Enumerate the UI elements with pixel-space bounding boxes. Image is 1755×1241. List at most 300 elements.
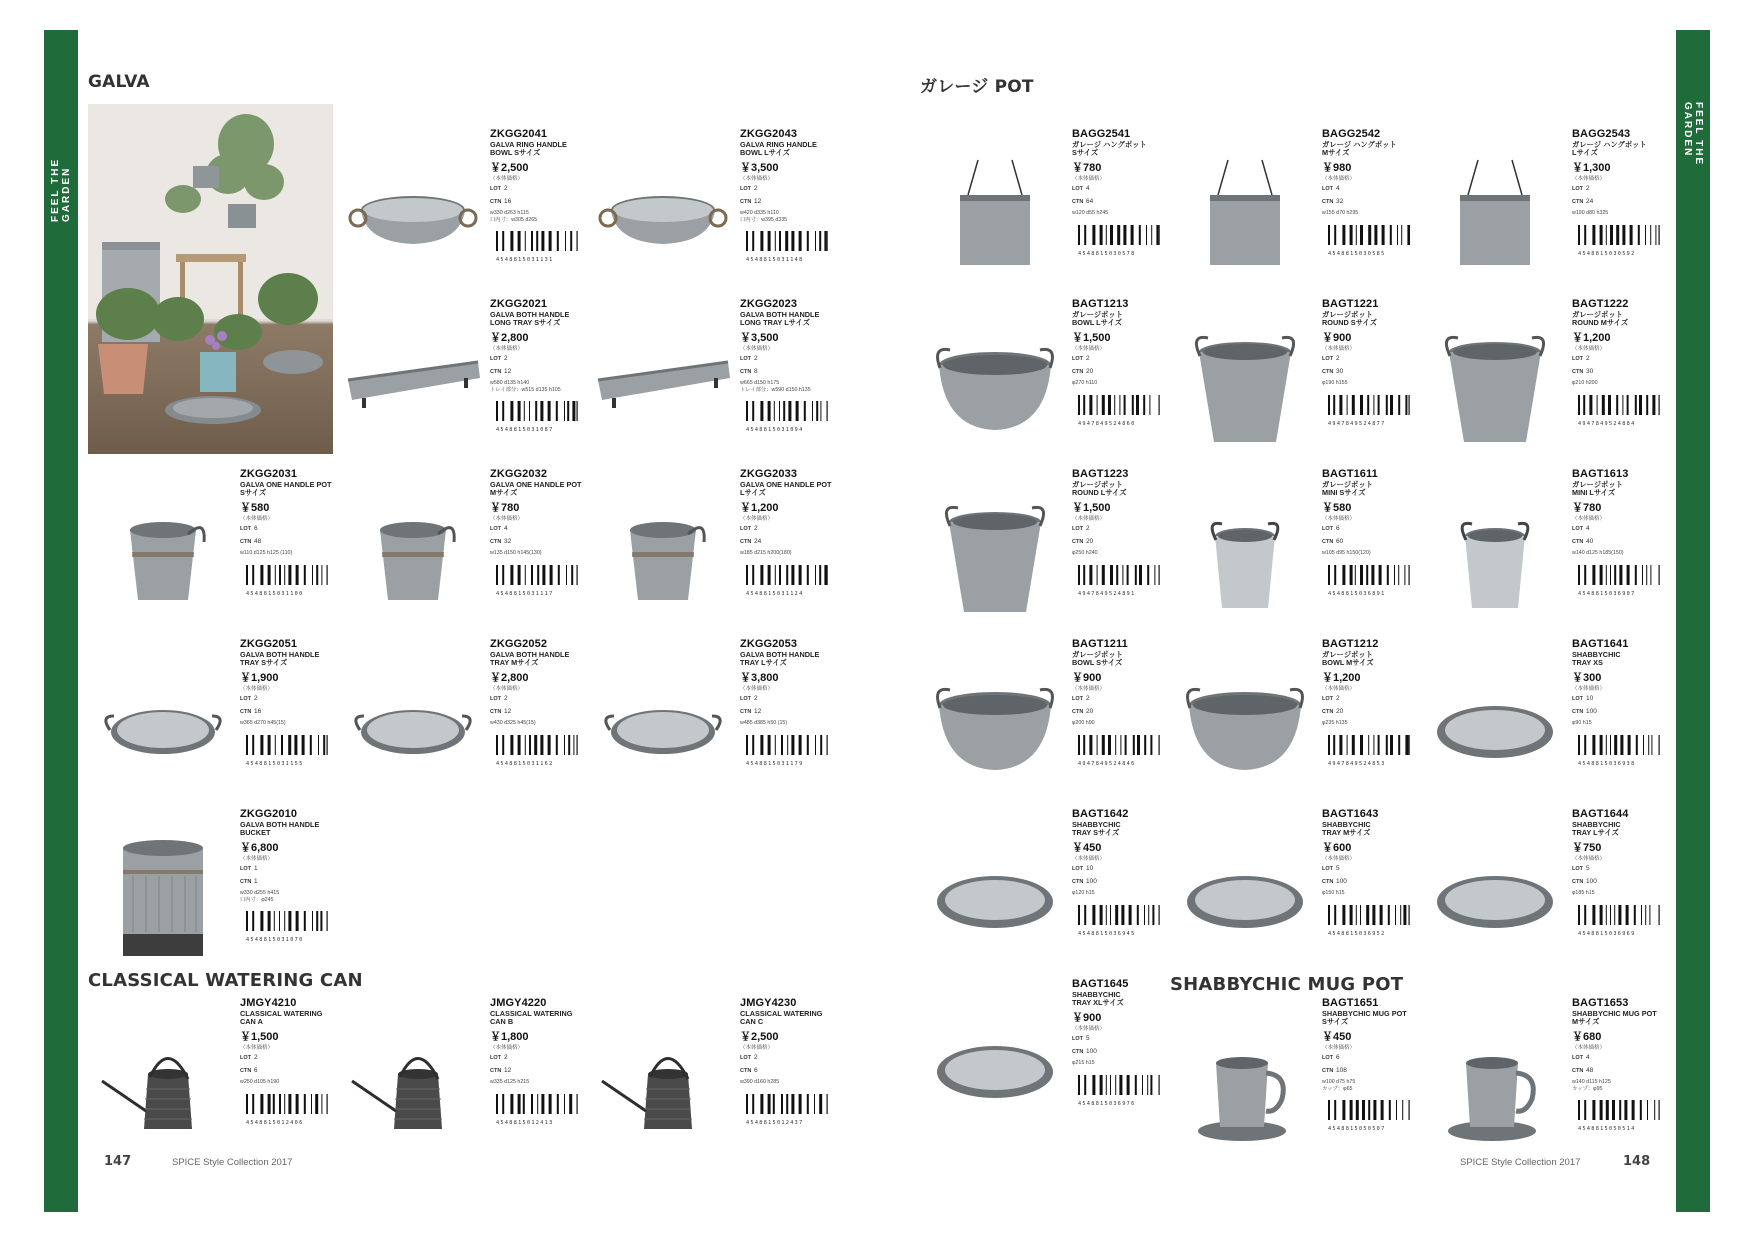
barcode-number: 4548815036952: [1328, 930, 1386, 937]
lot-label: LOT: [490, 186, 501, 192]
product-dimensions: w110 d125 h125 (110): [240, 550, 293, 556]
product-card: [588, 468, 838, 638]
shallow-tray-icon: [1420, 808, 1570, 978]
product-code: BAGT1611: [1322, 468, 1378, 480]
ctn-label: CTN: [240, 538, 252, 545]
barcode: [1328, 735, 1410, 767]
product-price: ￥780: [1572, 502, 1602, 514]
lot-label: LOT: [1322, 186, 1333, 192]
product-code: JMGY4210: [240, 997, 297, 1009]
ctn-label: CTN: [240, 1067, 252, 1074]
product-info: [1322, 638, 1422, 767]
ctn-label: CTN: [1572, 538, 1584, 545]
product-card: [1170, 298, 1420, 468]
barcode-number: 4548815031155: [246, 760, 304, 767]
product-info: [240, 808, 340, 943]
product-price: ￥900: [1072, 1012, 1102, 1024]
product-info: [740, 298, 840, 433]
tax-note: （本体価格）: [490, 686, 524, 692]
round-tray-icon: [338, 638, 488, 808]
lot-label: LOT: [1572, 696, 1583, 702]
ctn-value: 60: [1336, 537, 1344, 545]
barcode-number: 4947849524877: [1328, 420, 1386, 427]
product-name: GALVA BOTH HANDLE LONG TRAY Lサイズ: [740, 310, 820, 327]
product-card: [1170, 808, 1420, 978]
product-info: [1572, 808, 1672, 937]
product-price: ￥300: [1572, 672, 1602, 684]
lot-value: 10: [1586, 695, 1594, 702]
product-name: GALVA RING HANDLE BOWL Lサイズ: [740, 140, 817, 157]
hanging-pot-icon: [1170, 128, 1320, 298]
mini-pot-icon: [1170, 468, 1320, 638]
tax-note: （本体価格）: [1572, 1045, 1606, 1051]
lot-label: LOT: [1072, 186, 1083, 192]
product-price: ￥450: [1322, 1031, 1352, 1043]
product-name: ガレージ ハングポット Lサイズ: [1572, 140, 1647, 157]
lot-label: LOT: [740, 1055, 751, 1061]
product-code: ZKGG2033: [740, 468, 798, 480]
lot-value: 4: [1586, 525, 1590, 532]
tax-note: （本体価格）: [490, 346, 524, 352]
lot-row: [490, 693, 590, 706]
lot-value: 2: [254, 1054, 258, 1061]
ctn-value: 6: [254, 1066, 258, 1074]
product-code: BAGT1641: [1572, 638, 1629, 650]
ctn-label: CTN: [1572, 708, 1584, 715]
ctn-value: 108: [1336, 1066, 1347, 1074]
product-card: [338, 128, 588, 298]
product-info: [740, 997, 840, 1126]
ctn-row: [240, 536, 340, 549]
lot-label: LOT: [490, 526, 501, 532]
ctn-value: 48: [1586, 1066, 1594, 1074]
product-code: ZKGG2053: [740, 638, 798, 650]
lot-row: [1322, 183, 1422, 196]
lot-value: 10: [1086, 865, 1094, 872]
round-pot-icon: [1170, 298, 1320, 468]
shallow-tray-icon: [1170, 808, 1320, 978]
ctn-value: 20: [1086, 707, 1094, 715]
product-card: [338, 638, 588, 808]
product-name: GALVA BOTH HANDLE BUCKET: [240, 820, 320, 837]
tax-note: （本体価格）: [740, 1045, 774, 1051]
lot-value: 5: [1336, 865, 1340, 872]
lot-row: [1322, 693, 1422, 706]
product-card: [920, 128, 1170, 298]
product-price: ￥980: [1322, 162, 1352, 174]
barcode: [246, 735, 328, 767]
lot-row: [740, 523, 840, 536]
lot-label: LOT: [1322, 526, 1333, 532]
side-label-right: FEEL THE GARDEN: [1682, 102, 1704, 167]
lot-row: [1072, 863, 1172, 876]
lot-label: LOT: [1572, 186, 1583, 192]
lot-value: 2: [504, 695, 508, 702]
barcode-number: 4548815031131: [496, 257, 554, 263]
product-code: ZKGG2021: [490, 298, 548, 310]
product-dimensions: w155 d70 h295: [1322, 210, 1359, 216]
lot-label: LOT: [740, 696, 751, 702]
ctn-value: 24: [1586, 197, 1594, 205]
ctn-label: CTN: [1572, 1067, 1584, 1074]
product-info: [1572, 298, 1672, 427]
barcode-number: 4548815036976: [1078, 1100, 1136, 1107]
product-info: [1572, 997, 1672, 1132]
barcode: [746, 1094, 828, 1126]
product-dimensions: φ215 h15: [1072, 1060, 1095, 1066]
product-card: [588, 638, 838, 808]
product-card: [1420, 298, 1670, 468]
ctn-row: [490, 366, 590, 379]
lot-value: 2: [1086, 355, 1090, 362]
barcode-number: 4548815036938: [1578, 760, 1636, 767]
product-code: JMGY4220: [490, 997, 547, 1009]
ctn-value: 32: [1336, 197, 1344, 205]
ctn-label: CTN: [1072, 1048, 1084, 1055]
barcode: [496, 735, 578, 767]
product-info: [1572, 468, 1672, 597]
ctn-row: [1072, 1046, 1172, 1059]
barcode-number: 4947849524891: [1078, 590, 1136, 597]
product-name: SHABBYCHIC TRAY Mサイズ: [1322, 820, 1371, 837]
bucket-pot-icon: [338, 468, 488, 638]
barcode-number: 4548815036891: [1328, 590, 1386, 597]
product-code: BAGT1613: [1572, 468, 1629, 480]
product-info: [1072, 808, 1172, 937]
barcode-number: 4548815036907: [1578, 590, 1636, 597]
product-price: ￥1,200: [1322, 672, 1361, 684]
tall-bucket-icon: [88, 808, 238, 978]
barcode-number: 4548815031148: [746, 257, 804, 263]
ctn-value: 48: [254, 537, 262, 545]
ctn-label: CTN: [490, 368, 502, 375]
product-card: [88, 997, 338, 1167]
ctn-value: 30: [1336, 367, 1344, 375]
product-code: BAGT1213: [1072, 298, 1129, 310]
catalog-name-left: SPICE Style Collection 2017: [172, 1157, 293, 1168]
lot-row: [490, 353, 590, 366]
tax-note: （本体価格）: [1572, 686, 1606, 692]
barcode: [496, 401, 578, 433]
ctn-value: 6: [754, 1066, 758, 1074]
product-price: ￥450: [1072, 842, 1102, 854]
ctn-label: CTN: [1072, 538, 1084, 545]
lot-value: 2: [504, 355, 508, 362]
product-dimensions: w330 d255 h415 口内寸：φ245: [240, 890, 280, 903]
ctn-label: CTN: [1572, 878, 1584, 885]
ctn-row: [1072, 876, 1172, 889]
tax-note: （本体価格）: [1572, 516, 1606, 522]
barcode: [1328, 395, 1410, 427]
barcode: [496, 231, 578, 263]
barcode: [1078, 225, 1160, 257]
product-card: [588, 997, 838, 1167]
ctn-row: [1322, 536, 1422, 549]
side-label-left: FEEL THE GARDEN: [50, 157, 72, 222]
product-dimensions: w335 d125 h215: [490, 1079, 530, 1085]
ctn-row: [1572, 876, 1672, 889]
product-price: ￥2,500: [740, 1031, 779, 1043]
lot-row: [240, 863, 340, 876]
product-code: BAGT1222: [1572, 298, 1629, 310]
barcode-number: 4548815031087: [496, 427, 554, 433]
lot-row: [740, 1052, 840, 1065]
lot-value: 2: [504, 185, 508, 192]
ctn-label: CTN: [1322, 368, 1334, 375]
product-info: [1072, 468, 1172, 597]
product-info: [490, 997, 590, 1126]
product-price: ￥2,500: [490, 162, 529, 174]
product-card: [920, 468, 1170, 638]
product-code: ZKGG2041: [490, 128, 548, 140]
ctn-label: CTN: [1572, 198, 1584, 205]
product-code: BAGT1651: [1322, 997, 1379, 1009]
barcode-number: 4548815012413: [496, 1119, 554, 1126]
hanging-pot-icon: [1420, 128, 1570, 298]
ctn-label: CTN: [490, 708, 502, 715]
ctn-row: [1322, 196, 1422, 209]
ctn-row: [490, 1065, 590, 1078]
product-dimensions: φ270 h110: [1072, 380, 1098, 386]
barcode: [246, 565, 328, 597]
tax-note: （本体価格）: [740, 516, 774, 522]
ctn-label: CTN: [1322, 198, 1334, 205]
lot-label: LOT: [1572, 356, 1583, 362]
lot-row: [240, 523, 340, 536]
product-name: GALVA RING HANDLE BOWL Sサイズ: [490, 140, 567, 157]
product-code: BAGT1642: [1072, 808, 1129, 820]
product-price: ￥1,200: [740, 502, 779, 514]
lot-value: 2: [1336, 355, 1340, 362]
tax-note: （本体価格）: [240, 1045, 274, 1051]
product-card: [338, 298, 588, 468]
ctn-value: 32: [504, 537, 512, 545]
barcode-number: 4947849524846: [1078, 760, 1136, 767]
product-code: BAGT1221: [1322, 298, 1379, 310]
tax-note: （本体価格）: [740, 346, 774, 352]
product-dimensions: w185 d215 h200(180): [740, 550, 792, 556]
product-dimensions: φ235 h135: [1322, 720, 1348, 726]
product-info: [1322, 298, 1422, 427]
lot-value: 4: [1586, 1054, 1590, 1061]
product-price: ￥1,800: [490, 1031, 529, 1043]
product-card: [588, 128, 838, 298]
lot-row: [1572, 693, 1672, 706]
product-price: ￥580: [1322, 502, 1352, 514]
barcode: [246, 1094, 328, 1126]
product-card: [920, 638, 1170, 808]
lot-row: [1322, 353, 1422, 366]
product-code: ZKGG2023: [740, 298, 798, 310]
ctn-value: 100: [1586, 707, 1597, 715]
product-name: ガレージポット ROUND Sサイズ: [1322, 310, 1377, 327]
ring-handle-bowl-icon: [588, 128, 738, 298]
lot-label: LOT: [1572, 526, 1583, 532]
shallow-tray-icon: [920, 808, 1070, 978]
ctn-label: CTN: [740, 538, 752, 545]
ctn-label: CTN: [1072, 878, 1084, 885]
product-info: [490, 468, 590, 597]
product-dimensions: w140 d125 h185(150): [1572, 550, 1624, 556]
ctn-label: CTN: [490, 538, 502, 545]
long-tray-icon: [338, 298, 488, 468]
shallow-tray-icon: [920, 978, 1070, 1148]
barcode: [1328, 565, 1410, 597]
product-info: [1322, 997, 1422, 1132]
barcode-number: 4548815031124: [746, 590, 804, 597]
ctn-row: [1322, 706, 1422, 719]
lot-value: 2: [504, 1054, 508, 1061]
product-info: [740, 638, 840, 767]
ctn-value: 20: [1086, 367, 1094, 375]
product-price: ￥750: [1572, 842, 1602, 854]
product-name: SHABBYCHIC TRAY Sサイズ: [1072, 820, 1121, 837]
product-name: GALVA ONE HANDLE POT Mサイズ: [490, 480, 582, 497]
product-code: BAGG2541: [1072, 128, 1131, 140]
barcode-number: 4548815036945: [1078, 930, 1136, 937]
product-dimensions: φ210 h200: [1572, 380, 1598, 386]
product-dimensions: φ120 h15: [1072, 890, 1095, 896]
lot-row: [1572, 863, 1672, 876]
barcode: [496, 1094, 578, 1126]
product-code: ZKGG2051: [240, 638, 298, 650]
product-price: ￥1,500: [240, 1031, 279, 1043]
product-dimensions: φ185 h15: [1572, 890, 1595, 896]
lot-row: [1072, 523, 1172, 536]
product-price: ￥3,500: [740, 332, 779, 344]
product-code: JMGY4230: [740, 997, 797, 1009]
lot-label: LOT: [1322, 1055, 1333, 1061]
catalog-name-right: SPICE Style Collection 2017: [1460, 1157, 1581, 1168]
ctn-row: [1072, 536, 1172, 549]
tax-note: （本体価格）: [490, 1045, 524, 1051]
product-name: ガレージ ハングポット Sサイズ: [1072, 140, 1147, 157]
ctn-value: 8: [754, 367, 758, 375]
product-dimensions: φ90 h15: [1572, 720, 1592, 726]
ctn-row: [1572, 706, 1672, 719]
product-name: ガレージポット MINI Lサイズ: [1572, 480, 1623, 497]
product-dimensions: w390 d160 h285: [740, 1079, 780, 1085]
lot-label: LOT: [740, 186, 751, 192]
product-name: GALVA ONE HANDLE POT Sサイズ: [240, 480, 332, 497]
barcode: [1328, 905, 1410, 937]
product-name: SHABBYCHIC TRAY Lサイズ: [1572, 820, 1621, 837]
barcode: [1328, 1100, 1410, 1132]
lot-value: 2: [1586, 355, 1590, 362]
lot-value: 6: [254, 525, 258, 532]
ctn-row: [1322, 1065, 1422, 1078]
product-info: [1322, 128, 1422, 257]
product-name: ガレージポット BOWL Sサイズ: [1072, 650, 1123, 667]
barcode: [1078, 565, 1160, 597]
product-code: BAGT1653: [1572, 997, 1629, 1009]
barcode-number: 4548815036969: [1578, 930, 1636, 937]
product-info: [240, 638, 340, 767]
product-dimensions: w580 d135 h140 トレイ部分：w515 d135 h105: [490, 380, 561, 393]
barcode: [496, 565, 578, 597]
ctn-value: 100: [1086, 877, 1097, 885]
ctn-row: [1072, 366, 1172, 379]
lot-label: LOT: [240, 526, 251, 532]
ctn-value: 16: [504, 197, 512, 205]
product-price: ￥3,800: [740, 672, 779, 684]
product-card: [88, 808, 338, 978]
ctn-value: 12: [754, 197, 762, 205]
ctn-label: CTN: [1322, 878, 1334, 885]
product-name: GALVA BOTH HANDLE TRAY Lサイズ: [740, 650, 820, 667]
section-title-garage-pot: ガレージ POT: [920, 77, 1034, 97]
tax-note: （本体価格）: [1072, 176, 1106, 182]
barcode-number: 4548815031100: [246, 590, 304, 597]
barcode: [1078, 905, 1160, 937]
lot-row: [240, 1052, 340, 1065]
product-dimensions: w140 d115 h125 カップ：φ95: [1572, 1079, 1611, 1092]
lot-label: LOT: [1072, 696, 1083, 702]
tax-note: （本体価格）: [1322, 346, 1356, 352]
mug-pot-icon: [1420, 997, 1570, 1167]
lot-label: LOT: [240, 696, 251, 702]
product-price: ￥580: [240, 502, 270, 514]
ctn-label: CTN: [1072, 368, 1084, 375]
product-dimensions: w105 d95 h150(120): [1322, 550, 1371, 556]
tax-note: （本体価格）: [490, 516, 524, 522]
ctn-row: [240, 876, 340, 889]
ctn-row: [1572, 536, 1672, 549]
barcode: [246, 911, 328, 943]
product-info: [740, 468, 840, 597]
product-info: [1572, 128, 1672, 257]
ctn-value: 12: [754, 707, 762, 715]
lot-row: [1072, 1033, 1172, 1046]
lot-value: 4: [1336, 185, 1340, 192]
product-info: [490, 298, 590, 433]
product-price: ￥1,300: [1572, 162, 1611, 174]
barcode: [1578, 395, 1660, 427]
product-dimensions: φ250 h240: [1072, 550, 1098, 556]
lot-label: LOT: [1072, 526, 1083, 532]
product-name: ガレージポット BOWL Lサイズ: [1072, 310, 1123, 327]
lot-value: 2: [754, 355, 758, 362]
section-title-watering-can: CLASSICAL WATERING CAN: [88, 970, 363, 991]
lot-value: 2: [754, 185, 758, 192]
ctn-value: 100: [1336, 877, 1347, 885]
barcode: [1578, 735, 1660, 767]
product-code: BAGT1643: [1322, 808, 1379, 820]
tax-note: （本体価格）: [1322, 516, 1356, 522]
product-dimensions: w120 d55 h245: [1072, 210, 1109, 216]
tax-note: （本体価格）: [1322, 176, 1356, 182]
product-name: SHABBYCHIC MUG POT Mサイズ: [1572, 1009, 1657, 1026]
ctn-row: [740, 536, 840, 549]
watering-can-icon: [588, 997, 738, 1167]
lot-value: 6: [1336, 1054, 1340, 1061]
tax-note: （本体価格）: [1572, 346, 1606, 352]
ctn-value: 12: [504, 367, 512, 375]
tax-note: （本体価格）: [490, 176, 524, 182]
lot-value: 4: [1086, 185, 1090, 192]
lot-label: LOT: [1322, 866, 1333, 872]
round-tray-icon: [588, 638, 738, 808]
product-price: ￥780: [1072, 162, 1102, 174]
lot-label: LOT: [1322, 356, 1333, 362]
watering-can-icon: [88, 997, 238, 1167]
ctn-row: [490, 706, 590, 719]
section-title-shabbychic-mug-pot: SHABBYCHIC MUG POT: [1170, 974, 1404, 995]
lot-label: LOT: [490, 1055, 501, 1061]
lot-value: 2: [1586, 185, 1590, 192]
product-price: ￥2,800: [490, 332, 529, 344]
lot-value: 2: [1086, 695, 1090, 702]
